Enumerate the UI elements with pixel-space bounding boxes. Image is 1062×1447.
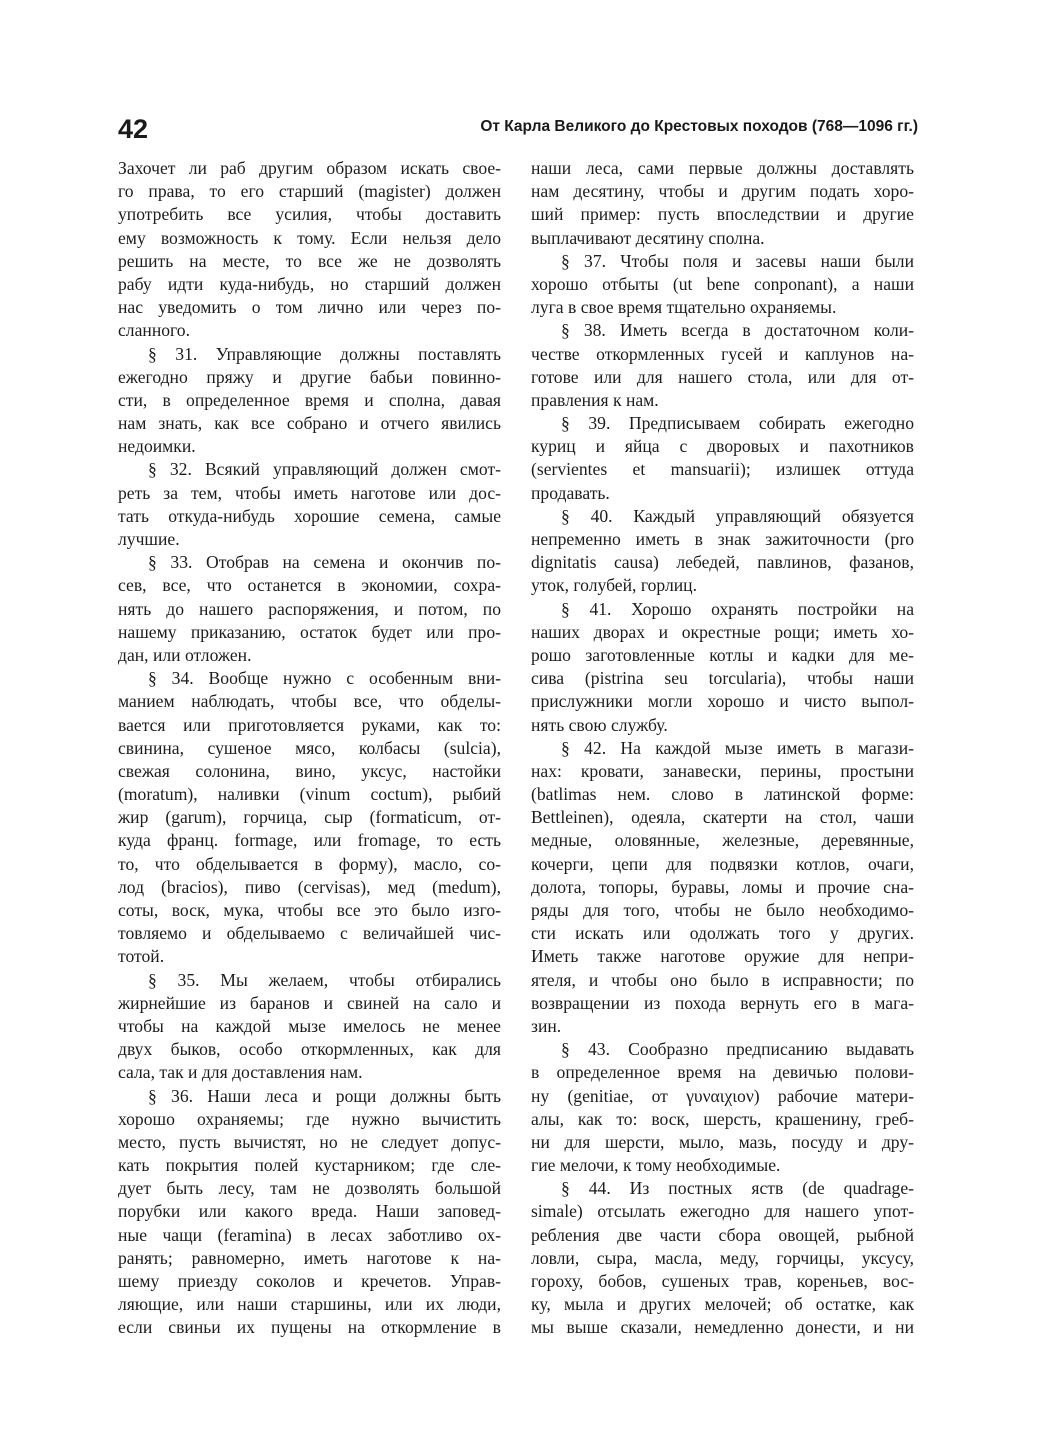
text-line: правления к нам. [531, 389, 659, 410]
text-line: манием наблюдать, чтобы все, что обделы- [118, 691, 501, 712]
text-line: § 33. Отобрав на семена и окончив по- [148, 552, 501, 573]
text-line: ну (genitiae, от γυναιχιον) рабочие матери- [531, 1085, 914, 1106]
paragraph [531, 598, 914, 737]
text-line: дует быть лесу, там не дозволять большой [118, 1178, 501, 1199]
paragraph [118, 969, 501, 1085]
paragraph [531, 319, 914, 412]
text-line: куриц и яйца с дворовых и пахотников [531, 436, 914, 457]
page-number: 42 [118, 114, 149, 144]
text-line: нять свою службу. [531, 714, 668, 735]
text-line: зин. [531, 1015, 562, 1036]
text-line: ни для шерсти, мыло, мазь, посуду и дру- [531, 1131, 914, 1152]
text-line: выплачивают десятину сполна. [531, 227, 765, 248]
text-line: готове или для нашего стола, или для от- [531, 366, 914, 387]
text-line: непременно иметь в знак зажиточности (pro [531, 529, 914, 549]
text-line: если свиньи их пущены на откормление в [118, 1317, 501, 1338]
text-line: употребить все усилия, чтобы доставить [118, 204, 501, 225]
text-line: жирнейшие из баранов и свиней на сало и [118, 992, 501, 1013]
text-line: ляющие, или наши старшины, или их люди, [118, 1294, 501, 1315]
paragraph [118, 551, 501, 667]
text-line: товляемо и обделываемо с величайшей чис- [118, 923, 501, 944]
text-line: долота, топоры, буравы, ломы и прочие сна- [531, 876, 914, 897]
text-line: алы, как то: воск, шерсть, крашенину, греб- [531, 1108, 914, 1129]
text-line: § 36. Наши леса и рощи должны быть [148, 1085, 501, 1106]
text-line: го права, то его старший (magister) должен [118, 181, 501, 202]
text-line: медные, оловянные, железные, деревянные, [531, 830, 914, 851]
text-line: реть за тем, чтобы иметь наготове или дос- [118, 482, 501, 503]
text-line: dignitatis causa) лебедей, павлинов, фазанов, [531, 552, 914, 573]
text-line: двух быков, особо откормленных, как для [118, 1039, 501, 1060]
text-line: § 38. Иметь всегда в достаточном коли- [561, 320, 914, 341]
text-line: (moratum), наливки (vinum coctum), рыбий [118, 784, 501, 805]
text-line: § 44. Из постных яств (de quadrage- [561, 1178, 914, 1199]
text-line: вается или приготовляется руками, как то: [118, 714, 501, 735]
text-line: нас уведомить о том лично или через по- [118, 297, 501, 318]
text-line: ятеля, и чтобы оно было в исправности; по [531, 969, 914, 990]
text-line: лучшие. [118, 529, 180, 549]
paragraph [531, 737, 914, 1038]
text-column-right [531, 157, 914, 1340]
text-line: мы выше сказали, немедленно донести, и ни [531, 1317, 914, 1338]
text-line: наши леса, сами первые должны доставлять [531, 158, 914, 178]
text-line: ряды для того, чтобы не было необходимо- [531, 900, 914, 920]
text-line: кать покрытия полей кустарником; где сле- [118, 1155, 501, 1176]
text-line: рошо заготовленные котлы и кадки для ме- [531, 644, 914, 665]
text-line: жир (garum), горчица, сыр (formaticum, от- [118, 807, 501, 828]
text-line: куда франц. formage, или fromage, то есть [118, 830, 501, 851]
text-line: ший пример: пусть впоследствии и другие [531, 204, 914, 225]
text-line: (servientes et mansuarii); излишек оттуда [531, 459, 914, 480]
text-line: хорошо отбыты (ut bene conponant), а наши [531, 273, 914, 294]
text-line: луга в свое время тщательно охраняемы. [531, 297, 837, 318]
text-line: честве откормленных гусей и каплунов на- [531, 343, 914, 364]
paragraph [118, 667, 501, 968]
text-line: ные чащи (feramina) в лесах заботливо ох- [118, 1224, 501, 1245]
text-line: рабу идти куда-нибудь, но старший должен [118, 273, 501, 294]
text-line: кочерги, цепи для подвязки котлов, очаги, [531, 853, 914, 874]
text-line: сти искать или одолжать того у других. [531, 923, 914, 944]
paragraph [531, 1038, 914, 1177]
paragraph [118, 458, 501, 551]
text-line: ловли, сыра, масла, меду, горчицы, уксусу, [531, 1247, 914, 1268]
text-line: § 31. Управляющие должны поставлять [148, 343, 501, 364]
paragraph [531, 157, 914, 250]
text-line: тать откуда-нибудь хорошие семена, самые [118, 505, 501, 526]
text-line: § 32. Всякий управляющий должен смот- [148, 459, 501, 480]
text-line: гороху, бобов, сушеных трав, кореньев, вос- [531, 1271, 914, 1291]
paragraph [531, 412, 914, 505]
text-line: наших дворах и окрестные рощи; иметь хо- [531, 621, 914, 642]
paragraph [531, 250, 914, 320]
text-line: лод (bracios), пиво (cervisas), мед (medum), [118, 876, 501, 897]
text-line: ку, мыла и других мелочей; об остатке, как [531, 1294, 914, 1315]
text-line: то, что обделывается в форму), масло, со- [118, 853, 501, 874]
paragraph [531, 505, 914, 598]
text-line: § 43. Сообразно предписанию выдавать [561, 1039, 914, 1060]
text-line: свинина, сушеное мясо, колбасы (sulcia), [118, 737, 501, 758]
text-line: порубки или какого вреда. Наши заповед- [118, 1201, 501, 1222]
text-line: § 42. На каждой мызе иметь в магази- [561, 737, 914, 758]
text-line: ранять; равномерно, иметь наготове к на- [118, 1247, 501, 1268]
text-line: simale) отсылать ежегодно для нашего упот- [531, 1201, 914, 1222]
text-line: нам десятину, чтобы и другим подать хоро- [531, 181, 914, 202]
text-line: нах: кровати, занавески, перины, простыни [531, 760, 914, 781]
text-line: § 40. Каждый управляющий обязуется [561, 505, 914, 526]
text-line: хорошо охраняемы; где нужно вычистить [118, 1108, 501, 1129]
text-line: тотой. [118, 946, 165, 967]
paragraph [531, 1177, 914, 1339]
text-column-left [118, 157, 501, 1340]
paragraph [118, 157, 501, 343]
text-line: ребления две части сбора овощей, рыбной [531, 1224, 914, 1245]
text-line: недоимки. [118, 436, 196, 457]
text-line: § 39. Предписываем собирать ежегодно [561, 413, 914, 434]
text-line: место, пусть вычистят, но не следует допус- [118, 1131, 501, 1152]
text-line: дан, или отложен. [118, 644, 252, 665]
text-line: Bettleinen), одеяла, скатерти на стол, чаши [531, 807, 914, 828]
text-line: чтобы на каждой мызе имелось не менее [118, 1015, 501, 1036]
text-line: шему приезду соколов и кречетов. Управ- [118, 1271, 501, 1291]
text-line: уток, голубей, горлиц. [531, 575, 697, 596]
text-line: Захочет ли раб другим образом искать свое- [118, 158, 501, 178]
text-line: соты, воск, мука, чтобы все это было изго- [118, 900, 501, 920]
text-line: в определенное время на девичью полови- [531, 1062, 914, 1083]
text-line: § 34. Вообще нужно с особенным вни- [148, 668, 501, 689]
text-line: § 41. Хорошо охранять постройки на [561, 598, 914, 619]
text-line: свежая солонина, вино, уксус, настойки [118, 760, 501, 781]
text-line: (batlimas нем. слово в латинской форме: [531, 784, 914, 805]
text-line: возвращении из похода вернуть его в мага- [531, 992, 914, 1013]
text-line: Иметь также наготове оружие для непри- [531, 946, 914, 967]
text-line: § 35. Мы желаем, чтобы отбирались [148, 969, 501, 990]
text-line: гие мелочи, к тому необходимые. [531, 1155, 781, 1176]
text-line: решить на месте, то все же не дозволять [118, 250, 501, 271]
running-title: От Карла Великого до Крестовых походов (768—1096 гг.) [480, 118, 918, 135]
text-line: сти, в определенное время и сполна, давая [118, 389, 501, 410]
text-line: § 37. Чтобы поля и засевы наши были [561, 250, 914, 271]
text-line: ежегодно пряжу и другие бабьи повинно- [118, 366, 501, 387]
text-line: нам знать, как все собрано и отчего явились [118, 413, 501, 434]
text-line: ему возможность к тому. Если нельзя дело [118, 227, 501, 248]
text-line: продавать. [531, 482, 610, 503]
text-line: нять до нашего распоряжения, и потом, по [118, 598, 501, 619]
text-line: сланного. [118, 320, 190, 341]
text-line: сала, так и для доставления нам. [118, 1062, 363, 1083]
paragraph [118, 1085, 501, 1340]
text-line: сев, все, что останется в экономии, сохра- [118, 575, 501, 596]
text-line: нашему приказанию, остаток будет или про- [118, 621, 501, 642]
paragraph [118, 343, 501, 459]
text-line: сива (pistrina seu torcularia), чтобы наши [531, 668, 914, 689]
text-line: прислужники могли хорошо и чисто выпол- [531, 691, 914, 712]
